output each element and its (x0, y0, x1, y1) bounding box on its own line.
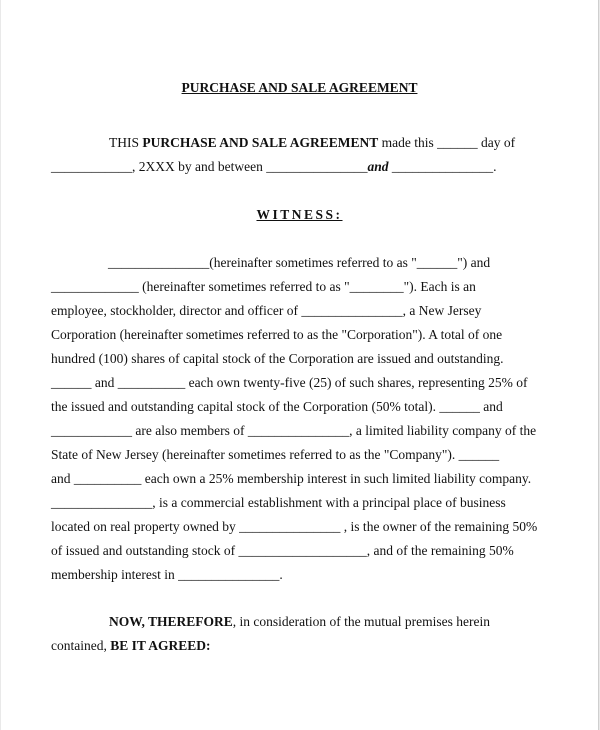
be-it-agreed-bold: BE IT AGREED: (110, 638, 211, 653)
intro-line-2: ____________, 2XXX by and between _______________and _______________. (51, 159, 497, 174)
body-line: _______________, is a commercial establishment with a principal place of business (51, 495, 506, 510)
now-therefore-bold: NOW, THEREFORE (109, 614, 233, 629)
witness-heading: WITNESS: (256, 207, 343, 222)
body-line: of issued and outstanding stock of ___________________, and of the remaining 50% (51, 543, 514, 558)
agreement-name-bold: PURCHASE AND SALE AGREEMENT (142, 135, 379, 150)
body-line: _____________ (hereinafter sometimes referred to as "________"). Each is an (51, 279, 476, 294)
intro-line-1: THIS PURCHASE AND SALE AGREEMENT made this ______ day of (109, 135, 516, 150)
document-title: PURCHASE AND SALE AGREEMENT (181, 80, 418, 95)
body-line: and __________ each own a 25% membership interest in such limited liability company. (51, 471, 532, 486)
body-line: the issued and outstanding capital stock of the Corporation (50% total). ______ and (51, 399, 503, 414)
body-line: employee, stockholder, director and officer of _______________, a New Jersey (51, 303, 482, 318)
body-line: ______ and __________ each own twenty-five (25) of such shares, representing 25% of (51, 375, 528, 390)
body-line: hundred (100) shares of capital stock of the Corporation are issued and outstanding. (51, 351, 504, 366)
body-line: membership interest in _______________. (51, 567, 283, 582)
body-line: located on real property owned by _______________ , is the owner of the remaining 50% (51, 519, 538, 534)
body-line: Corporation (hereinafter sometimes referred to as the "Corporation"). A total of one (51, 327, 503, 342)
and-bold-italic: and (367, 159, 389, 174)
document-page (1, 0, 599, 730)
closing-line-1: NOW, THEREFORE, in consideration of the mutual premises herein (109, 614, 490, 629)
body-line: State of New Jersey (hereinafter sometimes referred to as the "Company"). ______ (51, 447, 500, 462)
closing-line-2: contained, BE IT AGREED: (51, 638, 211, 653)
body-line: ____________ are also members of _______________, a limited liability company of the (51, 423, 537, 438)
body-line: _______________(hereinafter sometimes referred to as "______") and (108, 255, 491, 270)
